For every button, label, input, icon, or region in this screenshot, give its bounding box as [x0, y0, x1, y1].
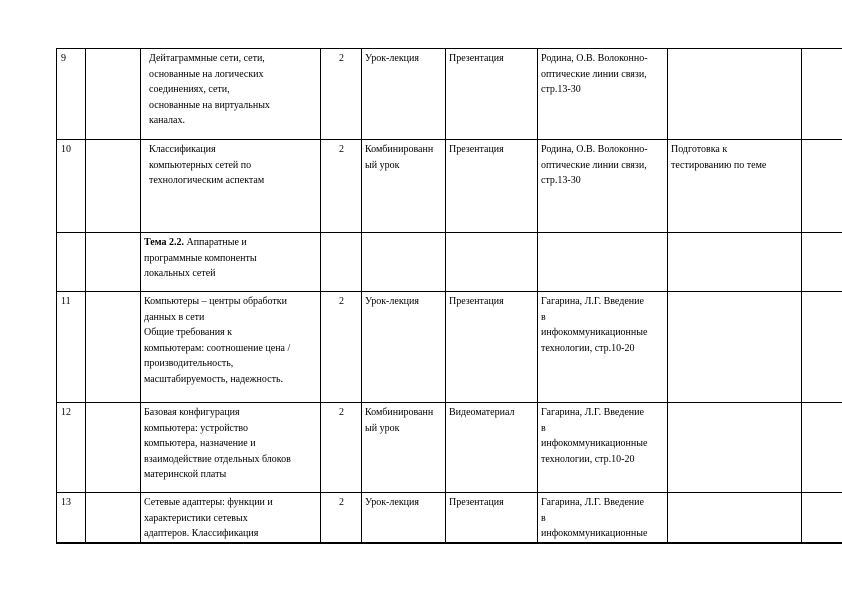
topic-line: масштабируемость, надежность. [144, 373, 284, 385]
lesson-form-cell [362, 140, 446, 233]
lesson-plan-table [56, 48, 842, 544]
literature-cell [538, 49, 668, 140]
hours-cell [321, 403, 362, 493]
literature-line: оптические линии связи, [541, 68, 647, 80]
empty-cell [802, 233, 842, 292]
teaching-means-cell [446, 233, 538, 292]
topic-line: Классификация [149, 144, 216, 155]
empty-cell [86, 140, 141, 233]
homework-cell [668, 140, 802, 233]
literature-line: технологии, стр.10-20 [541, 342, 635, 354]
topic-line: Общие требования к [144, 327, 233, 338]
lesson-form-line: Урок-лекция [365, 296, 419, 307]
empty-cell [802, 403, 842, 493]
row-number-cell [57, 292, 86, 403]
lesson-form-cell [362, 493, 446, 543]
teaching-means-line: Презентация [449, 296, 504, 307]
literature-cell [538, 403, 668, 493]
literature-line: инфокоммуникационные [541, 327, 648, 338]
lesson-form-cell [362, 292, 446, 403]
lesson-form-line: Урок-лекция [365, 53, 419, 64]
hours-value: 2 [339, 296, 344, 307]
literature-line: стр.13-30 [541, 84, 581, 95]
literature-line: инфокоммуникационные [541, 438, 648, 449]
literature-cell [538, 292, 668, 403]
empty-cell [86, 403, 141, 493]
literature-cell [538, 233, 668, 292]
literature-line: технологии, стр.10-20 [541, 453, 635, 465]
hours-value: 2 [339, 407, 344, 418]
lesson-form-cell [362, 49, 446, 140]
row-number: 13 [61, 497, 71, 508]
hours-cell [321, 49, 362, 140]
section-heading-text: Аппаратные и [183, 237, 247, 248]
topic-line: адаптеров. Классификация [144, 528, 259, 539]
empty-cell [802, 292, 842, 403]
literature-cell [538, 493, 668, 543]
topic-cell [141, 233, 321, 292]
topic-line: Дейтаграммные сети, сети, [149, 53, 265, 64]
row-number: 9 [61, 53, 66, 64]
topic-cell [141, 493, 321, 543]
row-number: 11 [61, 296, 71, 307]
row-number: 12 [61, 407, 71, 418]
lesson-form-line: Комбинированн [365, 407, 434, 418]
teaching-means-line: Презентация [449, 53, 504, 64]
empty-cell [86, 292, 141, 403]
literature-line: Гагарина, Л.Г. Введение [541, 407, 644, 418]
lesson-form-cell [362, 403, 446, 493]
hours-value: 2 [339, 497, 344, 508]
lesson-form-line: Комбинированн [365, 144, 434, 155]
row-number: 10 [61, 144, 71, 155]
topic-line: материнской платы [144, 469, 227, 480]
lesson-form-line: ый урок [365, 422, 400, 434]
topic-cell [141, 140, 321, 233]
table-row [57, 292, 842, 403]
hours-value: 2 [339, 144, 344, 155]
homework-cell [668, 49, 802, 140]
hours-cell [321, 233, 362, 292]
topic-line: характеристики сетевых [144, 512, 248, 524]
row-number-cell [57, 403, 86, 493]
topic-line: данных в сети [144, 311, 205, 323]
literature-line: оптические линии связи, [541, 159, 647, 171]
empty-cell [86, 49, 141, 140]
empty-cell [802, 493, 842, 543]
hours-cell [321, 140, 362, 233]
literature-line: Родина, О.В. Волоконно- [541, 144, 648, 155]
row-number-cell [57, 493, 86, 543]
topic-line: компьютера: устройство [144, 422, 249, 434]
topic-cell [141, 49, 321, 140]
lesson-form-line: Урок-лекция [365, 497, 419, 508]
topic-line: компьютерам: соотношение цена / [144, 342, 291, 354]
lesson-form-line: ый урок [365, 159, 400, 171]
homework-cell [668, 493, 802, 543]
topic-line: программные компоненты [144, 252, 257, 264]
teaching-means-line: Презентация [449, 144, 504, 155]
row-number-cell [57, 49, 86, 140]
topic-line: Сетевые адаптеры: функции и [144, 497, 273, 508]
teaching-means-cell [446, 403, 538, 493]
teaching-means-line: Видеоматериал [449, 407, 515, 418]
literature-line: в [541, 422, 546, 434]
topic-line: компьютерных сетей по [149, 159, 252, 171]
topic-cell [141, 403, 321, 493]
teaching-means-cell [446, 49, 538, 140]
section-heading [144, 235, 318, 251]
literature-line: стр.13-30 [541, 175, 581, 186]
homework-cell [668, 233, 802, 292]
topic-line: технологическим аспектам [149, 175, 265, 186]
hours-value: 2 [339, 53, 344, 64]
topic-line: локальных сетей [144, 268, 216, 279]
topic-line: компьютера, назначение и [144, 438, 256, 449]
topic-cell [141, 292, 321, 403]
teaching-means-cell [446, 292, 538, 403]
table-row [57, 493, 842, 543]
topic-line: Базовая конфигурация [144, 407, 240, 418]
table-row [57, 233, 842, 292]
topic-line: соединениях, сети, [149, 84, 230, 95]
literature-line: в [541, 512, 546, 524]
lesson-form-cell [362, 233, 446, 292]
empty-cell [802, 49, 842, 140]
hours-cell [321, 493, 362, 543]
section-heading-label: Тема 2.2. [144, 237, 184, 248]
teaching-means-cell [446, 493, 538, 543]
hours-cell [321, 292, 362, 403]
literature-line: Родина, О.В. Волоконно- [541, 53, 648, 64]
teaching-means-cell [446, 140, 538, 233]
homework-cell [668, 403, 802, 493]
teaching-means-line: Презентация [449, 497, 504, 508]
topic-line: основанные на логических [149, 68, 264, 80]
topic-line: взаимодействие отдельных блоков [144, 453, 291, 465]
homework-line: Подготовка к [671, 144, 728, 155]
topic-line: каналах. [149, 115, 185, 126]
topic-line: производительность, [144, 358, 234, 369]
literature-cell [538, 140, 668, 233]
homework-cell [668, 292, 802, 403]
literature-line: в [541, 311, 546, 323]
empty-cell [802, 140, 842, 233]
empty-cell [86, 493, 141, 543]
table-row [57, 49, 842, 140]
row-number-cell [57, 140, 86, 233]
row-number-cell [57, 233, 86, 292]
table-row [57, 403, 842, 493]
topic-line: основанные на виртуальных [149, 99, 270, 111]
literature-line: Гагарина, Л.Г. Введение [541, 497, 644, 508]
topic-line: Компьютеры – центры обработки [144, 296, 288, 307]
homework-line: тестированию по теме [671, 159, 767, 171]
empty-cell [86, 233, 141, 292]
literature-line: Гагарина, Л.Г. Введение [541, 296, 644, 307]
literature-line: инфокоммуникационные [541, 528, 648, 539]
table-row [57, 140, 842, 233]
